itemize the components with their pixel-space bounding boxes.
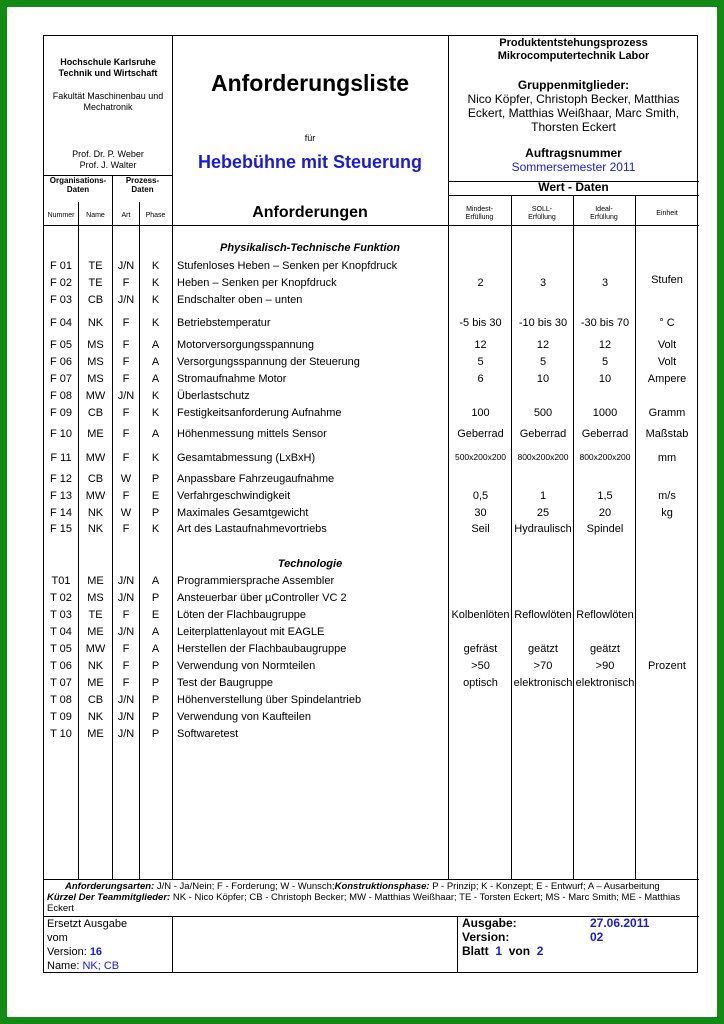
cell-text: Gesamtabmessung (LxBxH) (177, 452, 316, 464)
cell-unit: Ampere (647, 373, 687, 385)
cell-art: W (120, 507, 132, 519)
cell-phase: A (151, 428, 160, 440)
cell-soll: 3 (539, 277, 547, 289)
cell-nr: F 13 (49, 490, 72, 502)
cell-art: J/N (117, 592, 135, 604)
cell-text: Höhenmessung mittels Sensor (177, 428, 327, 440)
cell-art: J/N (117, 694, 135, 706)
cell-unit: mm (657, 452, 677, 464)
table-row (44, 609, 699, 625)
cell-art: F (122, 660, 130, 672)
col-ideal: Ideal- Erfüllung (590, 206, 618, 221)
cell-nr: F 10 (49, 428, 72, 440)
col-nummer: Nummer (47, 212, 75, 219)
cell-art: F (122, 490, 130, 502)
cell-name: TE (88, 277, 103, 289)
cell-name: CB (87, 294, 104, 306)
cell-nr: T 09 (50, 711, 72, 723)
footer-left: Ersetzt Ausgabe vom Version: 16 Name: NK; CB (47, 918, 128, 972)
cell-name: MS (87, 339, 104, 351)
cell-text: Überlastschutz (177, 390, 250, 402)
cell-art: F (122, 609, 130, 621)
cell-nr: T 07 (50, 677, 72, 689)
process-title: Produktentstehungsprozess Mikrocomputertechnik Labor (497, 37, 650, 62)
faculty: Fakultät Maschinenbau und Mechatronik (52, 91, 164, 112)
cell-text: Test der Baugruppe (177, 677, 274, 689)
university-name: Hochschule Karlsruhe Technik und Wirtschaft (58, 57, 158, 78)
cell-min: 30 (474, 507, 487, 519)
cell-ideal: 800x200x200 (579, 452, 631, 462)
group-label: Gruppenmitglieder: (517, 78, 630, 92)
professors: Prof. Dr. P. Weber Prof. J. Walter (72, 149, 144, 170)
cell-ideal: Spindel (586, 523, 624, 535)
cell-text: Verwendung von Kaufteilen (177, 711, 311, 723)
table-row (44, 452, 699, 468)
cell-ideal: geätzt (590, 643, 620, 655)
cell-min: 2 (477, 277, 484, 289)
order-label: Auftragsnummer (525, 146, 622, 160)
cell-soll: 800x200x200 (517, 452, 569, 462)
cell-ideal: elektronisch (575, 677, 635, 689)
cell-phase: A (151, 373, 160, 385)
cell-text: Endschalter oben – unten (177, 294, 303, 306)
fuer-label: für (304, 133, 316, 143)
table-row (44, 373, 699, 389)
cell-unit: Volt (657, 339, 677, 351)
cell-ideal: 10 (598, 373, 612, 385)
cell-unit: kg (661, 507, 673, 519)
cell-soll: 25 (536, 507, 550, 519)
cell-ideal: 1000 (592, 407, 618, 419)
cell-ideal: 5 (601, 356, 609, 368)
cell-art: J/N (117, 260, 135, 272)
cell-art: F (122, 407, 130, 419)
cell-art: J/N (117, 294, 135, 306)
cell-text: Art des Lastaufnahmevortriebs (177, 523, 327, 535)
cell-art: J/N (117, 711, 135, 723)
process-data-header: Prozess- Daten (125, 176, 160, 194)
cell-text: Festigkeitsanforderung Aufnahme (177, 407, 342, 419)
cell-unit: Volt (657, 356, 677, 368)
table-row (44, 473, 699, 489)
cell-name: ME (87, 428, 104, 440)
col-soll: SOLL- Erfüllung (528, 206, 556, 221)
cell-phase: P (151, 660, 160, 672)
cell-art: F (122, 373, 130, 385)
cell-art: J/N (117, 728, 135, 740)
cell-text: Maximales Gesamtgewicht (177, 507, 309, 519)
cell-art: F (122, 317, 130, 329)
cell-text: Ansteuerbar über µController VC 2 (177, 592, 347, 604)
cell-unit: Gramm (648, 407, 686, 419)
cell-name: ME (87, 728, 104, 740)
cell-phase: P (151, 592, 160, 604)
cell-text: Herstellen der Flachbaubaugruppe (177, 643, 347, 655)
table-row (44, 626, 699, 642)
legend: Anforderungsarten: J/N - Ja/Nein; F - Forderung; W - Wunsch;Konstruktionsphase: P - Prinzip; K - Konzept; E - Entwurf; A – Ausarbeitung Kürzel Der Teammitglieder: NK - Nico Köpfer; CB - Christoph Becker; MW - Matthias Weißhaar; TE - Torsten Eckert; MS - Marc Smith; ME - Matthias Eckert (47, 881, 681, 914)
cell-min: Geberrad (457, 428, 504, 440)
cell-name: NK (87, 317, 104, 329)
cell-nr: T 05 (50, 643, 72, 655)
cell-soll: Reflowlöten (514, 609, 572, 621)
cell-text: Verfahrgeschwindigkeit (177, 490, 291, 502)
cell-phase: A (151, 626, 160, 638)
cell-ideal: >90 (595, 660, 615, 672)
cell-ideal: 1,5 (597, 490, 613, 502)
cell-ideal: Geberrad (581, 428, 629, 440)
cell-min: 100 (471, 407, 490, 419)
cell-name: ME (87, 575, 104, 587)
table-row (44, 711, 699, 727)
cell-phase: P (151, 711, 160, 723)
cell-phase: K (151, 407, 160, 419)
cell-soll: Hydraulisch (514, 523, 572, 535)
cell-text: Stromaufnahme Motor (177, 373, 287, 385)
cell-nr: F 09 (49, 407, 72, 419)
cell-soll: 500 (533, 407, 553, 419)
cell-soll: 1 (539, 490, 547, 502)
cell-soll: 12 (536, 339, 550, 351)
cell-nr: F 08 (49, 390, 72, 402)
cell-art: F (122, 643, 130, 655)
cell-art: F (122, 428, 130, 440)
table-row (44, 694, 699, 710)
cell-unit: Maßstab (645, 428, 689, 440)
cell-text: Löten der Flachbaugruppe (177, 609, 307, 621)
group-members: Nico Köpfer, Christoph Becker, Matthias Eckert, Matthias Weißhaar, Marc Smith, Thorsten Eckert (467, 92, 680, 134)
cell-min: Seil (471, 523, 490, 535)
cell-soll: -10 bis 30 (518, 317, 568, 329)
table-row (44, 339, 699, 355)
cell-phase: K (151, 294, 160, 306)
subject-title: Hebebühne mit Steuerung (197, 152, 422, 172)
cell-min: 0,5 (472, 490, 489, 502)
cell-name: CB (87, 473, 104, 485)
cell-nr: F 01 (49, 260, 72, 272)
col-mindest: Mindest- Erfüllung (465, 206, 494, 221)
cell-name: MW (85, 452, 106, 464)
cell-nr: T 02 (50, 592, 72, 604)
col-anforderungen: Anforderungen (252, 204, 368, 221)
cell-text: Leiterplattenlayout mit EAGLE (177, 626, 325, 638)
cell-min: 5 (477, 356, 484, 368)
cell-art: F (122, 452, 130, 464)
table-row (44, 643, 699, 659)
cell-phase: K (151, 317, 160, 329)
cell-text: Heben – Senken per Knopfdruck (177, 277, 337, 289)
cell-nr: F 02 (49, 277, 72, 289)
cell-ideal: Reflowlöten (576, 609, 634, 621)
cell-unit: m/s (658, 490, 676, 502)
cell-soll: 10 (536, 373, 550, 385)
col-phase: Phase (145, 212, 166, 219)
cell-min: 12 (474, 339, 487, 351)
table-row (44, 390, 699, 406)
cell-phase: A (151, 643, 160, 655)
table-row (44, 660, 699, 676)
cell-min: 6 (477, 373, 484, 385)
cell-phase: K (151, 260, 160, 272)
cell-text: Versorgungsspannung der Steuerung (177, 356, 360, 368)
cell-unit: Stufen (651, 274, 683, 286)
table-row (44, 294, 699, 310)
cell-nr: F 12 (49, 473, 72, 485)
cell-name: ME (87, 626, 104, 638)
cell-ideal: -30 bis 70 (580, 317, 630, 329)
col-wert-daten: Wert - Daten (538, 180, 609, 194)
table-row (44, 523, 699, 539)
cell-nr: F 03 (49, 294, 72, 306)
table-row (44, 356, 699, 372)
cell-ideal: 12 (598, 339, 612, 351)
cell-phase: K (151, 452, 160, 464)
cell-nr: F 15 (49, 523, 72, 535)
cell-name: NK (87, 523, 104, 535)
cell-phase: P (151, 694, 160, 706)
cell-art: J/N (117, 390, 135, 402)
cell-nr: T 04 (50, 626, 72, 638)
cell-phase: K (151, 390, 160, 402)
cell-art: J/N (117, 626, 135, 638)
cell-art: F (122, 356, 130, 368)
cell-unit: Prozent (648, 660, 686, 672)
cell-phase: P (151, 507, 160, 519)
cell-nr: F 05 (49, 339, 72, 351)
col-art: Art (121, 212, 131, 219)
cell-nr: T 06 (50, 660, 72, 672)
table-row (44, 317, 699, 333)
cell-name: TE (88, 609, 103, 621)
table-row (44, 575, 699, 591)
cell-nr: T 03 (50, 609, 72, 621)
cell-soll: elektronisch (513, 677, 573, 689)
table-row (44, 274, 699, 293)
table-row (44, 490, 699, 506)
cell-nr: T 10 (50, 728, 72, 740)
cell-min: 500x200x200 (454, 452, 507, 462)
cell-soll: 5 (539, 356, 547, 368)
document-frame (43, 35, 698, 973)
cell-name: MW (85, 643, 106, 655)
cell-text: Betriebstemperatur (177, 317, 271, 329)
cell-art: F (122, 277, 130, 289)
document-title: Anforderungsliste (210, 70, 410, 96)
cell-text: Motorversorgungsspannung (177, 339, 314, 351)
cell-phase: P (151, 677, 160, 689)
section-technologie: Technologie (277, 558, 343, 570)
footer-right: Ausgabe: 27.06.2011 Version: 02 Blatt 1 von 2 (462, 916, 650, 958)
cell-art: W (120, 473, 132, 485)
cell-min: >50 (471, 660, 490, 672)
table-row (44, 407, 699, 423)
cell-name: NK (87, 660, 104, 672)
cell-art: F (122, 339, 130, 351)
cell-min: optisch (463, 677, 498, 689)
cell-phase: K (151, 523, 160, 535)
table-row (44, 428, 699, 444)
cell-text: Programmiersprache Assembler (177, 575, 335, 587)
cell-phase: A (151, 339, 160, 351)
cell-name: MW (85, 490, 106, 502)
col-name: Name (86, 212, 105, 219)
cell-unit: ° C (659, 317, 675, 329)
table-row (44, 592, 699, 608)
org-data-header: Organisations- Daten (49, 176, 107, 194)
cell-phase: A (151, 575, 160, 587)
table-row (44, 507, 699, 523)
table-row (44, 260, 699, 276)
table-row (44, 728, 699, 744)
cell-soll: >70 (533, 660, 553, 672)
cell-nr: T01 (51, 575, 71, 587)
cell-phase: E (151, 490, 160, 502)
cell-name: CB (87, 407, 104, 419)
cell-phase: P (151, 473, 160, 485)
cell-art: J/N (117, 575, 135, 587)
col-einheit: Einheit (656, 210, 678, 217)
cell-name: NK (87, 507, 104, 519)
cell-soll: geätzt (528, 643, 558, 655)
cell-text: Stufenloses Heben – Senken per Knopfdruck (177, 260, 398, 272)
cell-phase: E (151, 609, 160, 621)
cell-soll: Geberrad (519, 428, 567, 440)
cell-text: Anpassbare Fahrzeugaufnahme (177, 473, 335, 485)
cell-name: NK (87, 711, 104, 723)
cell-text: Verwendung von Normteilen (177, 660, 316, 672)
section-physik: Physikalisch-Technische Funktion (220, 242, 400, 254)
cell-name: CB (87, 694, 104, 706)
cell-min: gefräst (463, 643, 498, 655)
cell-name: ME (87, 677, 104, 689)
cell-ideal: 20 (598, 507, 612, 519)
cell-min: Kolbenlöten (451, 609, 510, 621)
cell-nr: F 04 (49, 317, 72, 329)
cell-name: MS (87, 373, 104, 385)
cell-nr: T 08 (50, 694, 72, 706)
cell-name: MS (87, 592, 104, 604)
cell-art: F (122, 523, 130, 535)
cell-ideal: 3 (601, 277, 609, 289)
cell-art: F (122, 677, 130, 689)
cell-name: MS (87, 356, 104, 368)
cell-phase: K (151, 277, 160, 289)
cell-text: Höhenverstellung über Spindelantrieb (177, 694, 362, 706)
cell-phase: P (151, 728, 160, 740)
cell-nr: F 11 (50, 452, 72, 464)
table-row (44, 677, 699, 693)
cell-name: MW (85, 390, 106, 402)
cell-name: TE (88, 260, 103, 272)
cell-min: -5 bis 30 (459, 317, 502, 329)
cell-text: Softwaretest (177, 728, 239, 740)
semester: Sommersemester 2011 (511, 160, 636, 174)
cell-nr: F 07 (49, 373, 72, 385)
cell-nr: F 14 (49, 507, 72, 519)
cell-nr: F 06 (49, 356, 72, 368)
cell-phase: A (151, 356, 160, 368)
